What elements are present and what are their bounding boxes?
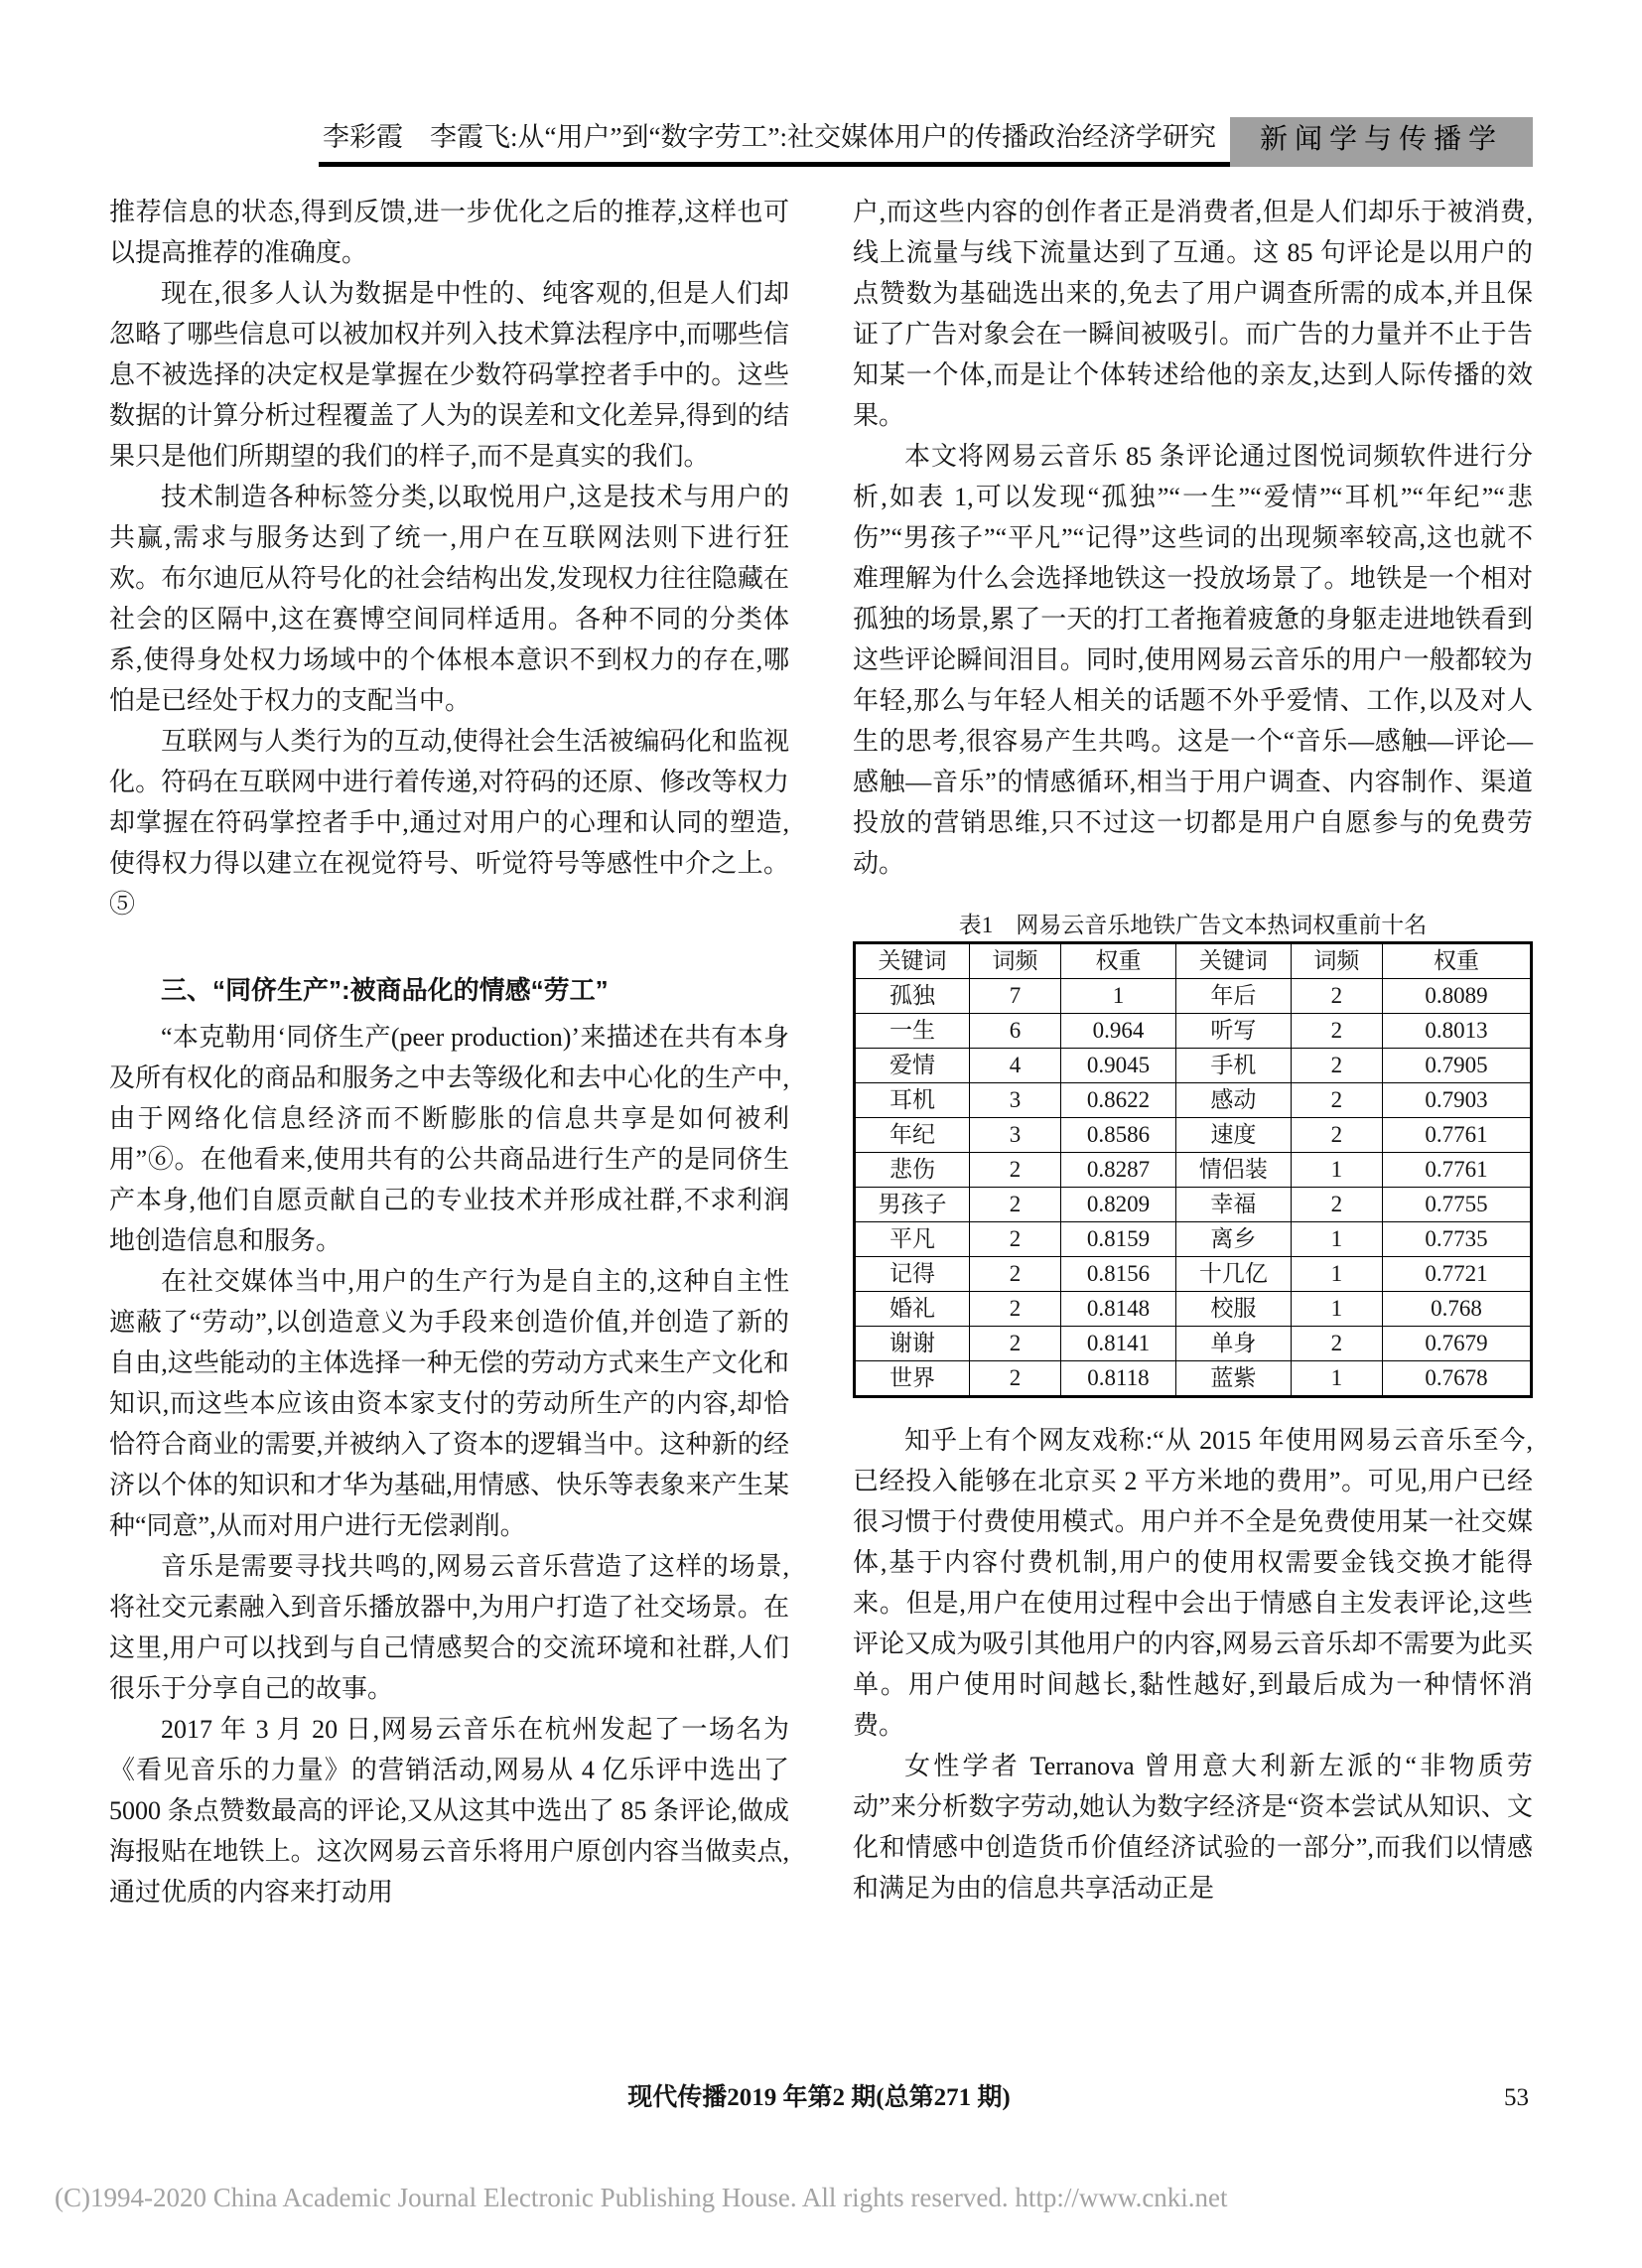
table-cell: 婚礼 — [855, 1292, 970, 1327]
table-cell: 0.7761 — [1382, 1153, 1531, 1188]
table-cell: 0.8141 — [1061, 1327, 1176, 1361]
table-cell: 3 — [969, 1083, 1060, 1118]
header-cell-weight-1: 权重 — [1061, 943, 1176, 979]
table-cell: 1 — [1291, 1153, 1382, 1188]
paragraph-internet-coding: 互联网与人类行为的互动,使得社会生活被编码化和监视化。符码在互联网中进行着传递,对符码的还原、修改等权力却掌握在符码掌控者手中,通过对用户的心理和认同的塑造,使得权力得以建立在视觉符号、听觉符号等感性中介之上。⑤ — [109, 727, 789, 919]
paragraph-tech-labels: 技术制造各种标签分类,以取悦用户,这是技术与用户的共赢,需求与服务达到了统一,用户在互联网法则下进行狂欢。布尔迪厄从符号化的社会结构出发,发现权力往往隐藏在社会的区隔中,这在赛博空间同样适用。各种不同的分类体系,使得身处权力场域中的个体根本意识不到权力的存在,哪怕是已经处于权力的支配当中。 — [109, 483, 789, 715]
header-cell-weight-2: 权重 — [1382, 943, 1531, 979]
table-section — [853, 910, 1533, 1398]
table-cell: 0.8156 — [1061, 1257, 1176, 1292]
header-title: 李彩霞 李霞飞:从“用户”到“数字劳工”:社交媒体用户的传播政治经济学研究 — [319, 117, 1230, 167]
table-cell: 0.8287 — [1061, 1153, 1176, 1188]
copyright-notice: (C)1994-2020 China Academic Journal Electronic Publishing House. All rights reserved. http://www.cnki.net — [55, 2183, 1228, 2212]
table-cell: 6 — [969, 1014, 1060, 1049]
table-cell: 情侣装 — [1175, 1153, 1291, 1188]
paragraph-social-media-labor: 在社交媒体当中,用户的生产行为是自主的,这种自主性遮蔽了“劳动”,以创造意义为手段来创造价值,并创造了新的自由,这些能动的主体选择一种无偿的劳动方式来生产文化和知识,而这些本应该由资本家支付的劳动所生产的内容,却恰恰符合商业的需要,并被纳入了资本的逻辑当中。这种新的经济以个体的知识和才华为基础,用情感、快乐等表象来产生某种“同意”,从而对用户进行无偿剥削。 — [109, 1267, 789, 1540]
table-cell: 1 — [1061, 979, 1176, 1014]
table-cell: 一生 — [855, 1014, 970, 1049]
journal-info: 现代传播2019 年第2 期(总第271 期) — [627, 2084, 1011, 2111]
table-cell: 0.768 — [1382, 1292, 1531, 1327]
table-cell: 0.7905 — [1382, 1049, 1531, 1083]
table-row — [855, 1049, 1532, 1083]
table-cell: 0.7903 — [1382, 1083, 1531, 1118]
table-cell: 离乡 — [1175, 1222, 1291, 1257]
table-row — [855, 1188, 1532, 1222]
table-row — [855, 979, 1532, 1014]
table-row — [855, 1153, 1532, 1188]
table-cell: 1 — [1291, 1292, 1382, 1327]
table-cell: 耳机 — [855, 1083, 970, 1118]
table-cell: 0.8622 — [1061, 1083, 1176, 1118]
table-cell: 2 — [969, 1257, 1060, 1292]
table-cell: 孤独 — [855, 979, 970, 1014]
table-cell: 单身 — [1175, 1327, 1291, 1361]
table-header-row — [855, 943, 1532, 979]
table-row — [855, 1292, 1532, 1327]
right-column — [853, 192, 1533, 1913]
table-cell: 1 — [1291, 1361, 1382, 1397]
table-cell: 0.7678 — [1382, 1361, 1531, 1397]
table-row — [855, 1083, 1532, 1118]
table-cell: 0.964 — [1061, 1014, 1176, 1049]
table-cell: 0.8089 — [1382, 979, 1531, 1014]
hot-words-table — [853, 941, 1533, 1398]
paragraph-recommend-feedback: 推荐信息的状态,得到反馈,进一步优化之后的推荐,这样也可以提高推荐的准确度。 — [109, 198, 789, 267]
table-row — [855, 1222, 1532, 1257]
table-row — [855, 1118, 1532, 1153]
table-cell: 年纪 — [855, 1118, 970, 1153]
page-number: 53 — [1504, 2084, 1529, 2111]
table-cell: 2 — [969, 1292, 1060, 1327]
table-cell: 速度 — [1175, 1118, 1291, 1153]
table-cell: 校服 — [1175, 1292, 1291, 1327]
table-row — [855, 1361, 1532, 1397]
table-cell: 0.8148 — [1061, 1292, 1176, 1327]
paragraph-user-consumed: 户,而这些内容的创作者正是消费者,但是人们却乐于被消费,线上流量与线下流量达到了互通。这 85 句评论是以用户的点赞数为基础选出来的,免去了用户调查所需的成本,并且保证了广告对象会在一瞬间被吸引。而广告的力量并不止于告知某一个体,而是让个体转述给他的亲友,达到人际传播的效果。 — [853, 198, 1533, 430]
table-row — [855, 1257, 1532, 1292]
table-cell: 悲伤 — [855, 1153, 970, 1188]
table-cell: 0.7679 — [1382, 1327, 1531, 1361]
paragraph-music-resonance: 音乐是需要寻找共鸣的,网易云音乐营造了这样的场景,将社交元素融入到音乐播放器中,为用户打造了社交场景。在这里,用户可以找到与自己情感契合的交流环境和社群,人们很乐于分享自己的故事。 — [109, 1552, 789, 1703]
table-cell: 2 — [969, 1327, 1060, 1361]
table-cell: 爱情 — [855, 1049, 970, 1083]
table-cell: 2 — [969, 1361, 1060, 1397]
hot-words-table-body — [855, 979, 1532, 1397]
table-cell: 世界 — [855, 1361, 970, 1397]
table-row — [855, 1014, 1532, 1049]
category-badge: 新闻学与传播学 — [1230, 117, 1533, 167]
table-cell: 0.8013 — [1382, 1014, 1531, 1049]
table-cell: 2 — [969, 1153, 1060, 1188]
paragraph-terranova: 女性学者 Terranova 曾用意大利新左派的“非物质劳动”来分析数字劳动,她认为数字经济是“资本尝试从知识、文化和情感中创造货币价值经济试验的一部分”,而我们以情感和满足为由的信息共享活动正是 — [853, 1752, 1533, 1903]
table-cell: 0.8586 — [1061, 1118, 1176, 1153]
table-cell: 0.7761 — [1382, 1118, 1531, 1153]
table-cell: 手机 — [1175, 1049, 1291, 1083]
paragraph-data-neutrality: 现在,很多人认为数据是中性的、纯客观的,但是人们却忽略了哪些信息可以被加权并列入技术算法程序中,而哪些信息不被选择的决定权是掌握在少数符码掌控者手中的。这些数据的计算分析过程覆盖了人为的误差和文化差异,得到的结果只是他们所期望的我们的样子,而不是真实的我们。 — [109, 279, 789, 471]
table-cell: 年后 — [1175, 979, 1291, 1014]
table-cell: 谢谢 — [855, 1327, 970, 1361]
paragraph-zhihu-quote: 知乎上有个网友戏称:“从 2015 年使用网易云音乐至今,已经投入能够在北京买 2 平方米地的费用”。可见,用户已经很习惯于付费使用模式。用户并不全是免费使用某一社交媒体,基于内容付费机制,用户的使用权需要金钱交换才能得来。但是,用户在使用过程中会出于情感自主发表评论,这些评论又成为吸引其他用户的内容,网易云音乐却不需要为此买单。用户使用时间越长,黏性越好,到最后成为一种情怀消费。 — [853, 1426, 1533, 1740]
paragraph-2017-campaign: 2017 年 3 月 20 日,网易云音乐在杭州发起了一场名为《看见音乐的力量》的营销活动,网易从 4 亿乐评中选出了 5000 条点赞数最高的评论,又从这其中选出了 85 条评论,做成海报贴在地铁上。这次网易云音乐将用户原创内容当做卖点,通过优质的内容来打动用 — [109, 1715, 789, 1907]
table-cell: 2 — [1291, 1327, 1382, 1361]
table-cell: 0.7721 — [1382, 1257, 1531, 1292]
page-header — [109, 117, 1533, 167]
paragraph-word-frequency: 本文将网易云音乐 85 条评论通过图悦词频软件进行分析,如表 1,可以发现“孤独”“一生”“爱情”“耳机”“年纪”“悲伤”“男孩子”“平凡”“记得”这些词的出现频率较高,这也就不难理解为什么会选择地铁这一投放场景了。地铁是一个相对孤独的场景,累了一天的打工者拖着疲惫的身躯走进地铁看到这些评论瞬间泪目。同时,使用网易云音乐的用户一般都较为年轻,那么与年轻人相关的话题不外乎爱情、工作,以及对人生的思考,很容易产生共鸣。这是一个“音乐—感触—评论—感触—音乐”的情感循环,相当于用户调查、内容制作、渠道投放的营销思维,只不过这一切都是用户自愿参与的免费劳动。 — [853, 442, 1533, 878]
section-heading: 三、“同侪生产”:被商品化的情感“劳工” — [161, 975, 609, 1005]
table-cell: 感动 — [1175, 1083, 1291, 1118]
table-cell: 0.8209 — [1061, 1188, 1176, 1222]
table-cell: 2 — [1291, 979, 1382, 1014]
table-cell: 3 — [969, 1118, 1060, 1153]
table-cell: 幸福 — [1175, 1188, 1291, 1222]
left-column — [109, 192, 789, 1913]
table-cell: 0.9045 — [1061, 1049, 1176, 1083]
table-cell: 0.8118 — [1061, 1361, 1176, 1397]
table-cell: 0.7735 — [1382, 1222, 1531, 1257]
table-cell: 2 — [1291, 1118, 1382, 1153]
header-cell-freq-2: 词频 — [1291, 943, 1382, 979]
table-cell: 2 — [969, 1222, 1060, 1257]
content-columns — [109, 192, 1533, 1913]
table-cell: 2 — [1291, 1049, 1382, 1083]
table-cell: 平凡 — [855, 1222, 970, 1257]
table-cell: 2 — [969, 1188, 1060, 1222]
table-cell: 记得 — [855, 1257, 970, 1292]
table-cell: 2 — [1291, 1014, 1382, 1049]
header-cell-freq-1: 词频 — [969, 943, 1060, 979]
table-cell: 听写 — [1175, 1014, 1291, 1049]
table-cell: 蓝紫 — [1175, 1361, 1291, 1397]
table-cell: 7 — [969, 979, 1060, 1014]
header-cell-keyword-2: 关键词 — [1175, 943, 1291, 979]
table-cell: 2 — [1291, 1083, 1382, 1118]
table-cell: 2 — [1291, 1188, 1382, 1222]
paragraph-peer-production: “本克勒用‘同侪生产(peer production)’来描述在共有本身及所有权化的商品和服务之中去等级化和去中心化的生产中,由于网络化信息经济而不断膨胀的信息共享是如何被利用”⑥。在他看来,使用共有的公共商品进行生产的是同侪生产本身,他们自愿贡献自己的专业技术并形成社群,不求利润地创造信息和服务。 — [109, 1023, 789, 1255]
table-cell: 1 — [1291, 1222, 1382, 1257]
table-cell: 1 — [1291, 1257, 1382, 1292]
table-cell: 4 — [969, 1049, 1060, 1083]
table-title: 表1 网易云音乐地铁广告文本热词权重前十名 — [958, 913, 1428, 937]
table-row — [855, 1327, 1532, 1361]
table-cell: 0.7755 — [1382, 1188, 1531, 1222]
table-cell: 0.8159 — [1061, 1222, 1176, 1257]
table-cell: 男孩子 — [855, 1188, 970, 1222]
table-cell: 十几亿 — [1175, 1257, 1291, 1292]
header-cell-keyword-1: 关键词 — [855, 943, 970, 979]
